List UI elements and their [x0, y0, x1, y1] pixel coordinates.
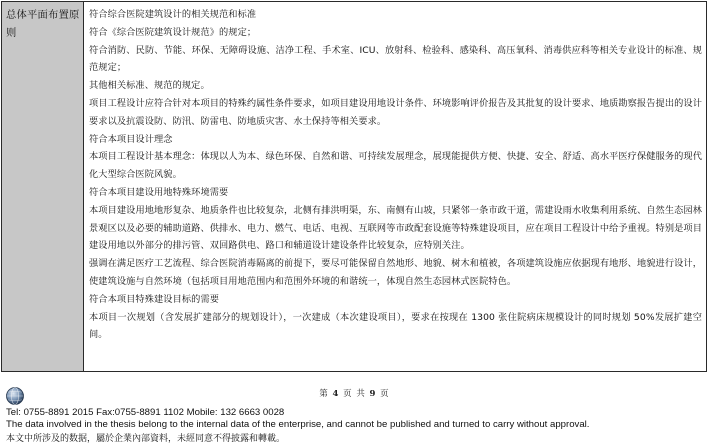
- page-footer: [0, 372, 709, 446]
- heading-design-concept: 符合本项目设计理念: [89, 133, 173, 145]
- current-page: 4: [332, 389, 340, 399]
- content-cell: [84, 2, 706, 371]
- planning-principles-table: [1, 1, 707, 372]
- page-prefix: 第: [319, 389, 329, 399]
- paragraph-specialty-standards: 符合消防、民防、节能、环保、无障碍设施、洁净工程、手术室、ICU、放射科、检验科、感染科、高压氧科、消毒供应科等相关专业设计的标准、规范规定；: [89, 44, 702, 74]
- heading-site-environment: 符合本项目建设用地特殊环境需要: [89, 186, 229, 198]
- row-label: 总体平面布置原则: [6, 9, 80, 39]
- globe-logo-icon: [5, 386, 25, 406]
- disclaimer-english: The data involved in the thesis belong to the internal data of the enterprise, and cannot be published and turned to carry without approval.: [6, 419, 590, 430]
- total-pages: 9: [369, 389, 377, 399]
- contact-info: Tel: 0755-8891 2015 Fax:0755-8891 1102 Mobile: 132 6663 0028: [6, 407, 285, 418]
- disclaimer-chinese: 本文中所涉及的数据，屬於企業內部資料，未經同意不得披露和轉載。: [6, 434, 286, 444]
- paragraph-site-conditions: 本项目建设用地地形复杂、地质条件也比较复杂，北侧有排洪明渠，东、南侧有山坡，只紧邻一条市政干道，需建设雨水收集利用系统、自然生态园林景观区以及必要的辅助道路、供排水、电力、燃气、电话、电视、互联网等市政配套设施等特殊建设项目，应在项目工程设计中给予重视。特别是项目建设用地以外部分的排污管、双回路供电、路口和辅道设计建设条件比较复杂，应特别关注。: [89, 204, 702, 252]
- paragraph-natural-preservation: 强调在满足医疗工艺流程、综合医院消毒隔离的前提下，要尽可能保留自然地形、地貌、树木和植被，各项建筑设施应依据现有地形、地貌进行设计，使建筑设施与自然环境（包括项目用地范围内和范围外环境的和谐统一，体现自然生态园林式医院特色。: [89, 258, 702, 287]
- row-label-cell: [2, 2, 84, 371]
- page-middle: 页 共: [343, 389, 366, 399]
- heading-special-goals: 符合本项目特殊建设目标的需要: [89, 293, 220, 305]
- page-suffix: 页: [380, 389, 390, 399]
- paragraph-code-compliance: 符合《综合医院建筑设计规范》的规定；: [89, 26, 257, 38]
- paragraph-design-concept: 本项目工程设计基本理念：体现以人为本、绿色环保、自然和谐、可持续发展理念，展现能提供方便、快捷、安全、舒适、高水平医疗保健服务的现代化大型综合医院风貌。: [89, 151, 702, 181]
- heading-standards: 符合综合医院建筑设计的相关规范和标准: [89, 9, 257, 20]
- paragraph-site-requirements: 项目工程设计应符合针对本项目的特殊约属性条件要求，如项目建设用地设计条件、环境影响评价报告及其批复的设计要求、地质勘察报告提出的设计要求以及抗震设防、防汛、防雷电、防地质灾害、水土保持等相关要求。: [89, 97, 702, 127]
- page-number: [0, 387, 709, 399]
- paragraph-expansion-plan: 本项目一次规划（含发展扩建部分的规划设计），一次建成（本次建设项目），要求在按现在 1300 张住院病床规模设计的同时规划 50%发展扩建空间。: [89, 311, 702, 341]
- paragraph-other-standards: 其他相关标准、规范的规定。: [89, 80, 210, 92]
